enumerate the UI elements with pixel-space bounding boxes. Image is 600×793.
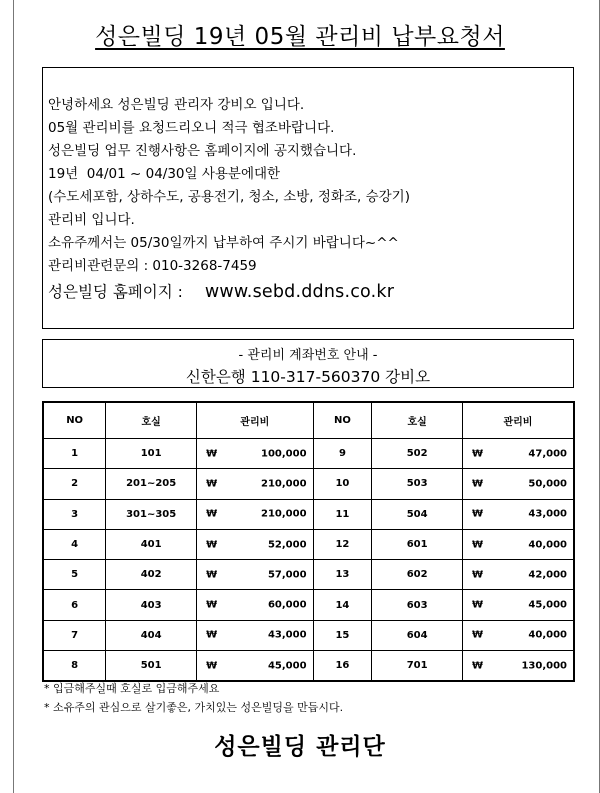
fee-value: 40,000: [528, 629, 567, 641]
fee-value: 47,000: [528, 448, 567, 460]
cell-room: 604: [372, 620, 463, 650]
notice-line: 관리비 입니다.: [48, 212, 135, 228]
cell-no: 12: [313, 529, 372, 559]
won-sign: ₩: [206, 569, 218, 581]
cell-fee: [197, 620, 313, 650]
homepage-label: 성은빌딩 홈페이지 :: [48, 283, 183, 301]
won-sign: ₩: [471, 629, 483, 641]
table-row: [43, 469, 574, 499]
cell-no: 16: [313, 651, 372, 682]
header-no: NO: [43, 402, 106, 439]
cell-fee: [462, 651, 574, 682]
won-sign: ₩: [206, 508, 218, 520]
cell-fee: [462, 469, 574, 499]
header-fee: 관리비: [462, 402, 574, 439]
notice-line: 성은빌딩 업무 진행사항은 홈페이지에 공지했습니다.: [48, 143, 357, 159]
cell-no: 9: [313, 439, 372, 469]
won-sign: ₩: [206, 660, 218, 672]
cell-fee: [197, 590, 313, 620]
cell-room: 404: [106, 620, 197, 650]
won-sign: ₩: [471, 539, 483, 551]
table-row: [43, 439, 574, 469]
cell-no: 4: [43, 529, 106, 559]
fee-table: [42, 401, 575, 682]
cell-room: 602: [372, 560, 463, 590]
header-no: NO: [313, 402, 372, 439]
table-row: [43, 560, 574, 590]
fee-value: 45,000: [267, 660, 307, 672]
cell-room: 603: [372, 590, 463, 620]
cell-fee: [462, 439, 574, 469]
cell-no: 1: [43, 439, 106, 469]
fee-value: 45,000: [528, 599, 567, 611]
cell-no: 10: [313, 469, 372, 499]
cell-room: 601: [372, 529, 463, 559]
won-sign: ₩: [206, 599, 218, 611]
fee-value: 210,000: [260, 478, 307, 490]
cell-fee: [197, 529, 313, 559]
won-sign: ₩: [206, 539, 218, 551]
table-header-row: [43, 402, 574, 439]
cell-room: 502: [372, 439, 463, 469]
won-sign: ₩: [206, 629, 218, 641]
cell-no: 3: [43, 499, 106, 529]
cell-no: 15: [313, 620, 372, 650]
cell-no: 8: [43, 651, 106, 682]
cell-room: 403: [106, 590, 197, 620]
homepage-url[interactable]: www.sebd.ddns.co.kr: [204, 282, 395, 302]
won-sign: ₩: [471, 660, 483, 672]
cell-fee: [197, 439, 313, 469]
cell-fee: [462, 499, 574, 529]
cell-room: 201~205: [106, 469, 197, 499]
table-row: [43, 529, 574, 559]
fee-value: 40,000: [528, 539, 567, 551]
won-sign: ₩: [471, 569, 483, 581]
footnotes: [44, 679, 343, 717]
cell-fee: [197, 651, 313, 682]
table-row: [43, 499, 574, 529]
page-left-border: [13, 0, 14, 793]
cell-no: 11: [313, 499, 372, 529]
header-room: 호실: [372, 402, 463, 439]
fee-value: 60,000: [267, 599, 307, 611]
fee-value: 50,000: [528, 478, 567, 490]
cell-fee: [197, 560, 313, 590]
cell-fee: [462, 560, 574, 590]
cell-room: 301~305: [106, 499, 197, 529]
cell-fee: [462, 620, 574, 650]
cell-room: 101: [106, 439, 197, 469]
signature: 성은빌딩 관리단: [214, 734, 386, 760]
fee-value: 43,000: [267, 629, 307, 641]
bank-account-line: 신한은행 110-317-560370 강비오: [185, 368, 431, 386]
cell-room: 701: [372, 651, 463, 682]
cell-room: 401: [106, 529, 197, 559]
table-row: [43, 620, 574, 650]
cell-fee: [462, 590, 574, 620]
account-box: [42, 339, 574, 388]
cell-no: 2: [43, 469, 106, 499]
fee-value: 42,000: [528, 569, 567, 581]
notice-box: [42, 67, 574, 329]
won-sign: ₩: [206, 448, 218, 460]
account-caption: - 관리비 계좌번호 안내 -: [238, 348, 378, 363]
fee-value: 52,000: [267, 539, 307, 551]
cell-room: 503: [372, 469, 463, 499]
header-room: 호실: [106, 402, 197, 439]
footnote: * 소유주의 관심으로 살기좋은, 가치있는 성은빌딩을 만듭시다.: [44, 701, 344, 714]
notice-line: 소유주께서는 05/30일까지 납부하여 주시기 바랍니다~^^: [48, 235, 399, 251]
won-sign: ₩: [471, 508, 483, 520]
notice-line: (수도세포함, 상하수도, 공용전기, 청소, 소방, 정화조, 승강기): [48, 189, 410, 205]
cell-fee: [197, 499, 313, 529]
header-fee: 관리비: [197, 402, 313, 439]
won-sign: ₩: [471, 448, 483, 460]
notice-line: 관리비관련문의 : 010-3268-7459: [48, 258, 257, 274]
cell-fee: [197, 469, 313, 499]
table-row: [43, 651, 574, 682]
cell-no: 7: [43, 620, 106, 650]
notice-line: 안녕하세요 성은빌딩 관리자 강비오 입니다.: [48, 97, 305, 113]
cell-no: 13: [313, 560, 372, 590]
won-sign: ₩: [206, 478, 218, 490]
notice-line: 05월 관리비를 요청드리오니 적극 협조바랍니다.: [48, 120, 335, 136]
table-row: [43, 590, 574, 620]
cell-no: 5: [43, 560, 106, 590]
fee-value: 130,000: [521, 660, 567, 672]
homepage-line: [48, 281, 573, 304]
fee-value: 100,000: [260, 448, 307, 460]
won-sign: ₩: [471, 478, 483, 490]
document-title: 성은빌딩 19년 05월 관리비 납부요청서: [95, 24, 505, 50]
footnote: * 입금해주실때 호실로 입금해주세요: [44, 682, 220, 695]
fee-value: 43,000: [528, 508, 567, 520]
notice-line: 19년 04/01 ~ 04/30일 사용분에대한: [48, 166, 281, 182]
fee-value: 210,000: [260, 508, 307, 520]
fee-value: 57,000: [267, 569, 307, 581]
cell-no: 6: [43, 590, 106, 620]
won-sign: ₩: [471, 599, 483, 611]
cell-room: 402: [106, 560, 197, 590]
cell-fee: [462, 529, 574, 559]
cell-room: 504: [372, 499, 463, 529]
cell-room: 501: [106, 651, 197, 682]
cell-no: 14: [313, 590, 372, 620]
